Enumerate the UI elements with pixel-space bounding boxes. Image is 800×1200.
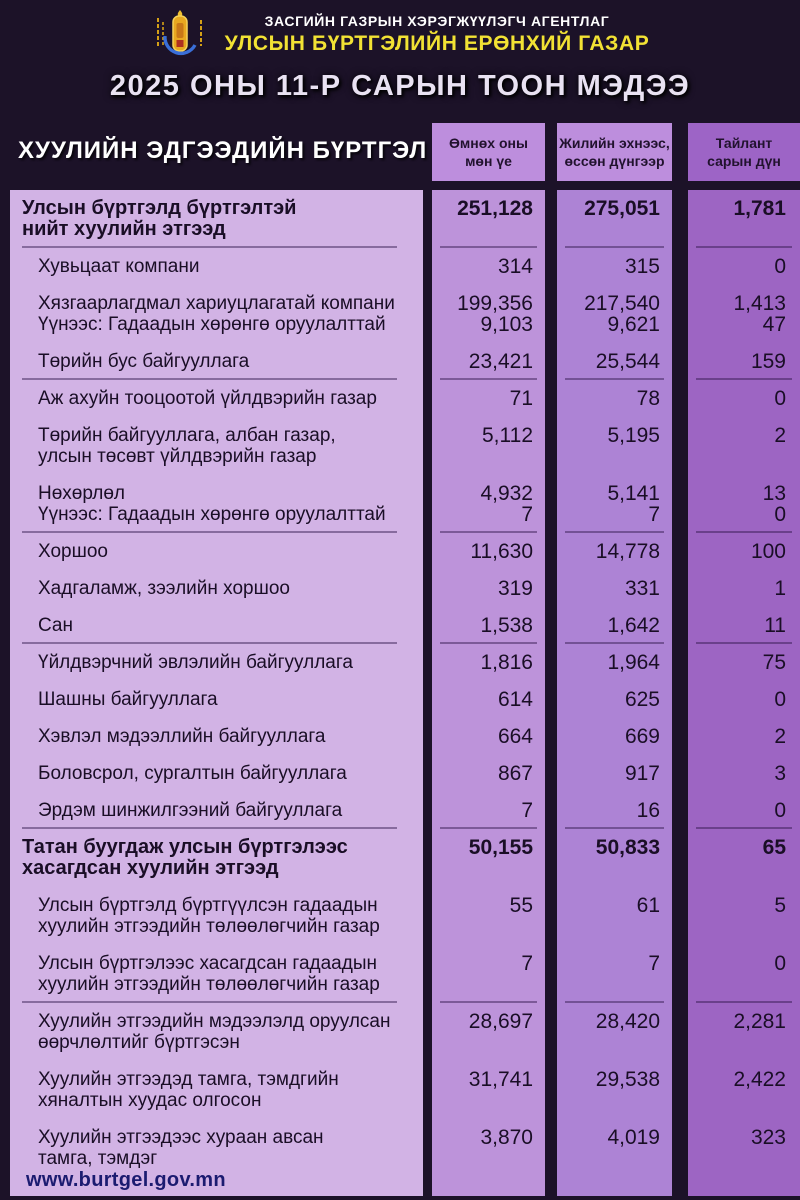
cell-subvalue: 7 [521,503,533,526]
table-row [0,190,800,248]
cell-value: 31,741 [468,1068,533,1091]
cell-value: 614 [497,688,533,711]
section-title: ХУУЛИЙН ЭДГЭЭДИЙН БҮРТГЭЛ [18,137,428,164]
cell-value: 323 [750,1126,786,1149]
cell-year-to-date [557,945,672,1003]
cell-report-month [688,190,800,248]
cell-report-month [688,1061,800,1119]
label-line: хяналтын хуудас олгосон [38,1090,262,1111]
table-row [0,285,800,343]
label-line: өөрчлөлтийг бүртгэсэн [38,1032,240,1053]
cell-year-to-date [557,718,672,755]
cell-value: 159 [750,350,786,373]
cell-previous-year [432,285,545,343]
cell-previous-year [432,1003,545,1061]
page-title: 2025 ОНЫ 11-Р САРЫН ТООН МЭДЭЭ [109,70,691,102]
cell-report-month [688,248,800,285]
cell-previous-year [432,607,545,644]
row-label [10,475,423,533]
cell-previous-year [432,945,545,1003]
cell-report-month [688,475,800,533]
cell-value: 61 [636,894,660,917]
cell-year-to-date [557,285,672,343]
cell-value: 78 [636,387,660,410]
row-label [10,343,423,380]
column-header-line: сарын дүн [707,153,781,169]
cell-value: 331 [624,577,660,600]
label-line: Төрийн бус байгууллага [38,351,250,372]
cell-previous-year [432,533,545,570]
brand-text [225,13,650,56]
table-header-band [0,103,800,190]
label-line: Хязгаарлагдмал хариуцлагатай компани [38,293,395,314]
cell-previous-year [432,475,545,533]
row-label [10,1003,423,1061]
label-line: Үйлдвэрчний эвлэлийн байгууллага [38,652,353,673]
label-line: Хувьцаат компани [38,256,200,277]
cell-value: 28,697 [468,1010,533,1033]
label-line: Хуулийн этгээдийн мэдээлэлд оруулсан [38,1011,391,1032]
label-line: Хуулийн этгээдээс хураан авсан [38,1127,324,1148]
table-body [0,190,800,1200]
cell-value: 71 [509,387,533,410]
label-line: нийт хуулийн этгээд [22,218,226,240]
cell-year-to-date [557,380,672,417]
cell-value: 100 [750,540,786,563]
row-label [10,380,423,417]
cell-subvalue: 9,621 [607,313,660,336]
cell-report-month [688,945,800,1003]
label-line: Сан [38,615,73,636]
cell-year-to-date [557,644,672,681]
cell-value: 5,141 [607,482,660,505]
row-label [10,945,423,1003]
row-label [10,718,423,755]
label-line: Хэвлэл мэдээллийн байгууллага [38,726,326,747]
cell-value: 11 [764,614,786,637]
label-line: Аж ахуйн тооцоотой үйлдвэрийн газар [38,388,377,409]
table-row [0,681,800,718]
cell-year-to-date [557,607,672,644]
cell-previous-year [432,570,545,607]
row-label [10,755,423,792]
label-line: Нөхөрлөл [38,483,126,504]
row-label [10,607,423,644]
cell-previous-year [432,380,545,417]
cell-report-month [688,887,800,945]
cell-value: 0 [774,255,786,278]
cell-report-month [688,343,800,380]
cell-value: 4,932 [480,482,533,505]
column-header-line: Тайлант [715,135,773,151]
cell-value: 5,112 [482,424,533,447]
cell-value: 7 [648,952,660,975]
cell-previous-year [432,792,545,829]
label-line: Улсын бүртгэлд бүртгэлтэй [22,197,297,219]
cell-previous-year [432,248,545,285]
cell-previous-year [432,190,545,248]
label-line: хасагдсан хуулийн этгээд [22,857,279,879]
row-label [10,887,423,945]
cell-report-month [688,1119,800,1177]
cell-value: 14,778 [595,540,660,563]
row-label [10,792,423,829]
website-link[interactable]: www.burtgel.gov.mn [26,1169,226,1191]
brand-row [0,8,800,60]
cell-value: 664 [497,725,533,748]
cell-year-to-date [557,570,672,607]
cell-report-month [688,380,800,417]
cell-year-to-date [557,829,672,887]
table-row [0,475,800,533]
cell-value: 11,630 [470,540,533,563]
cell-previous-year [432,644,545,681]
cell-year-to-date [557,533,672,570]
cell-value: 2,422 [733,1068,786,1091]
cell-value: 1,538 [480,614,533,637]
cell-year-to-date [557,475,672,533]
cell-value: 1,413 [733,292,786,315]
cell-value: 1,642 [607,614,660,637]
cell-value: 29,538 [595,1068,660,1091]
table-row [0,644,800,681]
cell-value: 3 [774,762,786,785]
agency-name: ЗАСГИЙН ГАЗРЫН ХЭРЭГЖҮҮЛЭГЧ АГЕНТЛАГ [264,12,610,29]
cell-value: 275,051 [584,197,660,220]
cell-value: 199,356 [457,292,533,315]
cell-value: 1,781 [733,197,786,220]
cell-value: 917 [624,762,660,785]
cell-year-to-date [557,343,672,380]
column-header-line: Жилийн эхнээс, [559,135,670,151]
column-header-year-to-date [557,123,672,181]
cell-value: 65 [762,836,786,859]
row-label [10,1061,423,1119]
cell-report-month [688,533,800,570]
cell-subvalue: 9,103 [480,313,533,336]
cell-value: 28,420 [595,1010,660,1033]
label-line: Улсын бүртгэлээс хасагдсан гадаадын [38,953,377,974]
row-label [10,533,423,570]
cell-year-to-date [557,1119,672,1177]
label-line: хуулийн этгээдийн төлөөлөгчийн газар [38,916,380,937]
row-label [10,829,423,887]
cell-value: 314 [497,255,533,278]
cell-value: 50,833 [595,836,660,859]
label-line: хуулийн этгээдийн төлөөлөгчийн газар [38,974,380,995]
cell-report-month [688,1003,800,1061]
cell-subvalue: 47 [762,313,786,336]
cell-year-to-date [557,417,672,475]
cell-previous-year [432,417,545,475]
cell-report-month [688,829,800,887]
brand-header [0,0,800,103]
table-row [0,945,800,1003]
cell-year-to-date [557,792,672,829]
cell-previous-year [432,1061,545,1119]
row-label [10,417,423,475]
row-label [10,570,423,607]
cell-value: 2 [774,725,786,748]
table-row [0,755,800,792]
table-row [0,718,800,755]
cell-value: 315 [624,255,660,278]
label-line: Үүнээс: Гадаадын хөрөнгө оруулалттай [38,314,386,335]
label-line: тамга, тэмдэг [38,1148,158,1169]
cell-year-to-date [557,190,672,248]
cell-year-to-date [557,1061,672,1119]
cell-value: 23,421 [468,350,533,373]
label-line: Хадгаламж, зээлийн хоршоо [38,578,290,599]
cell-subvalue: 7 [648,503,660,526]
cell-previous-year [432,681,545,718]
cell-value: 25,544 [595,350,660,373]
column-header-line: Өмнөх оны [449,135,528,151]
cell-value: 55 [509,894,533,917]
row-label [10,190,423,248]
cell-value: 1 [774,577,786,600]
cell-value: 5 [774,894,786,917]
cell-value: 0 [774,688,786,711]
cell-value: 625 [624,688,660,711]
label-line: Татан буугдаж улсын бүртгэлээс [22,836,348,858]
table-row [0,533,800,570]
cell-year-to-date [557,1003,672,1061]
label-line: Хоршоо [38,541,108,562]
cell-report-month [688,607,800,644]
cell-value: 1,964 [607,651,660,674]
cell-previous-year [432,755,545,792]
state-registration-emblem-icon [151,10,209,58]
cell-value: 7 [521,799,533,822]
cell-value: 7 [521,952,533,975]
cell-previous-year [432,718,545,755]
cell-year-to-date [557,248,672,285]
label-line: Боловсрол, сургалтын байгууллага [38,763,347,784]
cell-report-month [688,644,800,681]
column-header-previous-year [432,123,545,181]
organization-name: УЛСЫН БҮРТГЭЛИЙН ЕРӨНХИЙ ГАЗАР [224,31,650,55]
row-label [10,248,423,285]
table-row [0,570,800,607]
cell-subvalue: 0 [774,503,786,526]
cell-year-to-date [557,887,672,945]
cell-value: 75 [762,651,786,674]
cell-value: 0 [774,952,786,975]
cell-report-month [688,285,800,343]
label-line: Хуулийн этгээдэд тамга, тэмдгийн [38,1069,339,1090]
cell-report-month [688,718,800,755]
row-label [10,644,423,681]
cell-value: 319 [497,577,533,600]
cell-previous-year [432,829,545,887]
cell-previous-year [432,887,545,945]
table-row [0,1061,800,1119]
cell-year-to-date [557,755,672,792]
table-row [0,417,800,475]
cell-value: 50,155 [468,836,533,859]
cell-value: 2 [774,424,786,447]
table-row [0,248,800,285]
cell-previous-year [432,343,545,380]
cell-year-to-date [557,681,672,718]
cell-value: 669 [624,725,660,748]
cell-value: 16 [636,799,660,822]
cell-value: 0 [774,799,786,822]
label-line: Үүнээс: Гадаадын хөрөнгө оруулалттай [38,504,386,525]
cell-report-month [688,755,800,792]
cell-value: 867 [497,762,533,785]
cell-value: 2,281 [733,1010,786,1033]
row-label [10,285,423,343]
column-header-report-month [688,123,800,181]
cell-report-month [688,570,800,607]
cell-value: 4,019 [607,1126,660,1149]
cell-report-month [688,417,800,475]
table-row [0,792,800,829]
label-line: Улсын бүртгэлд бүртгүүлсэн гадаадын [38,895,378,916]
cell-previous-year [432,1119,545,1177]
label-line: Эрдэм шинжилгээний байгууллага [38,800,343,821]
cell-value: 0 [774,387,786,410]
column-header-line: мөн үе [465,153,512,169]
column-header-line: өссөн дүнгээр [564,153,665,169]
table-row [0,1003,800,1061]
cell-value: 217,540 [584,292,660,315]
cell-report-month [688,792,800,829]
table-row [0,380,800,417]
cell-value: 1,816 [480,651,533,674]
label-line: улсын төсөвт үйлдвэрийн газар [38,446,317,467]
table-row [0,607,800,644]
table-row [0,829,800,887]
table-row [0,343,800,380]
cell-value: 13 [762,482,786,505]
row-label [10,681,423,718]
label-line: Төрийн байгууллага, албан газар, [38,425,336,446]
cell-value: 5,195 [607,424,660,447]
cell-value: 3,870 [480,1126,533,1149]
label-line: Шашны байгууллага [38,689,218,710]
cell-report-month [688,681,800,718]
cell-value: 251,128 [457,197,533,220]
table-row [0,887,800,945]
